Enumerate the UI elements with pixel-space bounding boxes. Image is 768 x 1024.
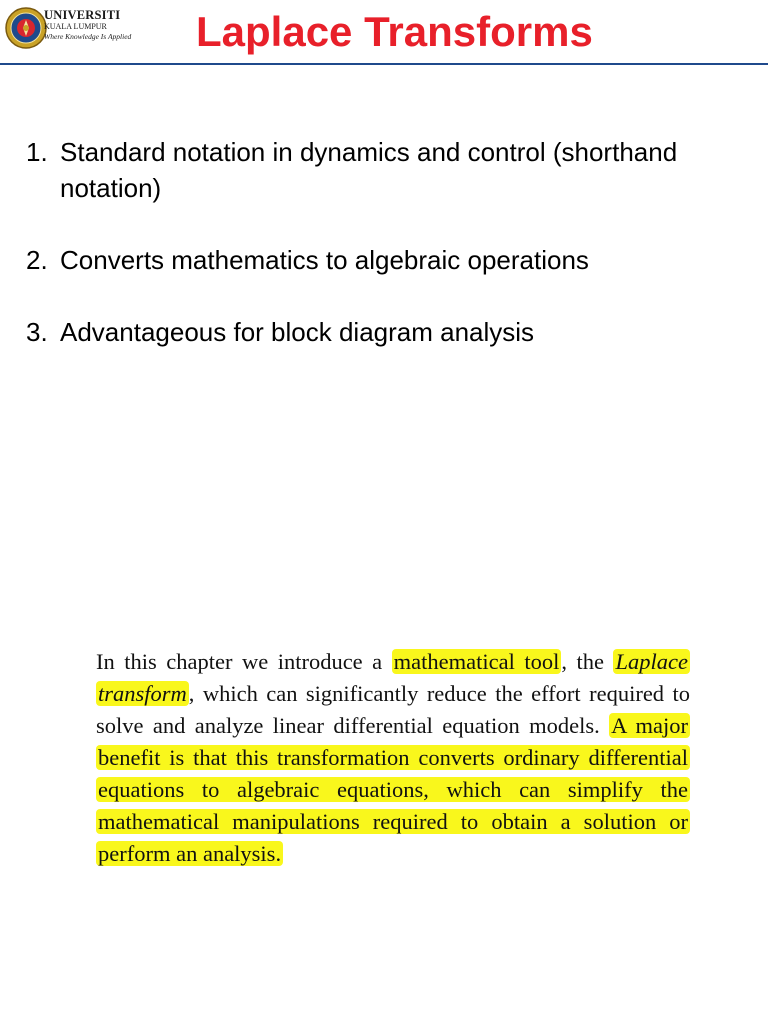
highlighted-phrase-laplace-transform: Laplace transform <box>98 649 688 706</box>
excerpt-text: , the <box>561 649 614 674</box>
key-point-number: 3. <box>26 317 48 347</box>
university-seal-icon <box>4 6 48 50</box>
key-points-list <box>26 134 756 386</box>
key-point-1 <box>26 134 756 206</box>
excerpt-text: In this chapter we introduce a <box>96 649 392 674</box>
key-point-number: 1. <box>26 137 48 167</box>
logo-line-kuala-lumpur: KUALA LUMPUR <box>44 22 107 31</box>
key-point-2 <box>26 242 756 278</box>
excerpt-text: , which can significantly reduce the effort required to solve and analyze linear differential equation models. <box>96 681 690 738</box>
logo-tagline: Where Knowledge Is Applied <box>44 32 132 41</box>
key-point-text: Advantageous for block diagram analysis <box>60 317 535 347</box>
highlighted-phrase-mathematical-tool: mathematical tool <box>393 649 560 674</box>
textbook-excerpt <box>96 646 690 870</box>
page-title: Laplace Transforms <box>196 8 593 55</box>
key-point-number: 2. <box>26 245 48 275</box>
logo-wordmark <box>44 9 156 42</box>
logo-line-universiti: UNIVERSITI <box>44 8 121 22</box>
header-divider <box>0 63 768 65</box>
highlighted-sentence-major-benefit: A major benefit is that this transformation converts ordinary differential equations to algebraic equations, which can simplify the mathematical manipulations required to obtain a solution or perform an analysis. <box>98 713 689 866</box>
key-point-3 <box>26 314 756 350</box>
university-logo <box>4 6 154 52</box>
key-point-text: Standard notation in dynamics and control (shorthand notation) <box>60 137 678 203</box>
key-point-text: Converts mathematics to algebraic operations <box>60 245 589 275</box>
